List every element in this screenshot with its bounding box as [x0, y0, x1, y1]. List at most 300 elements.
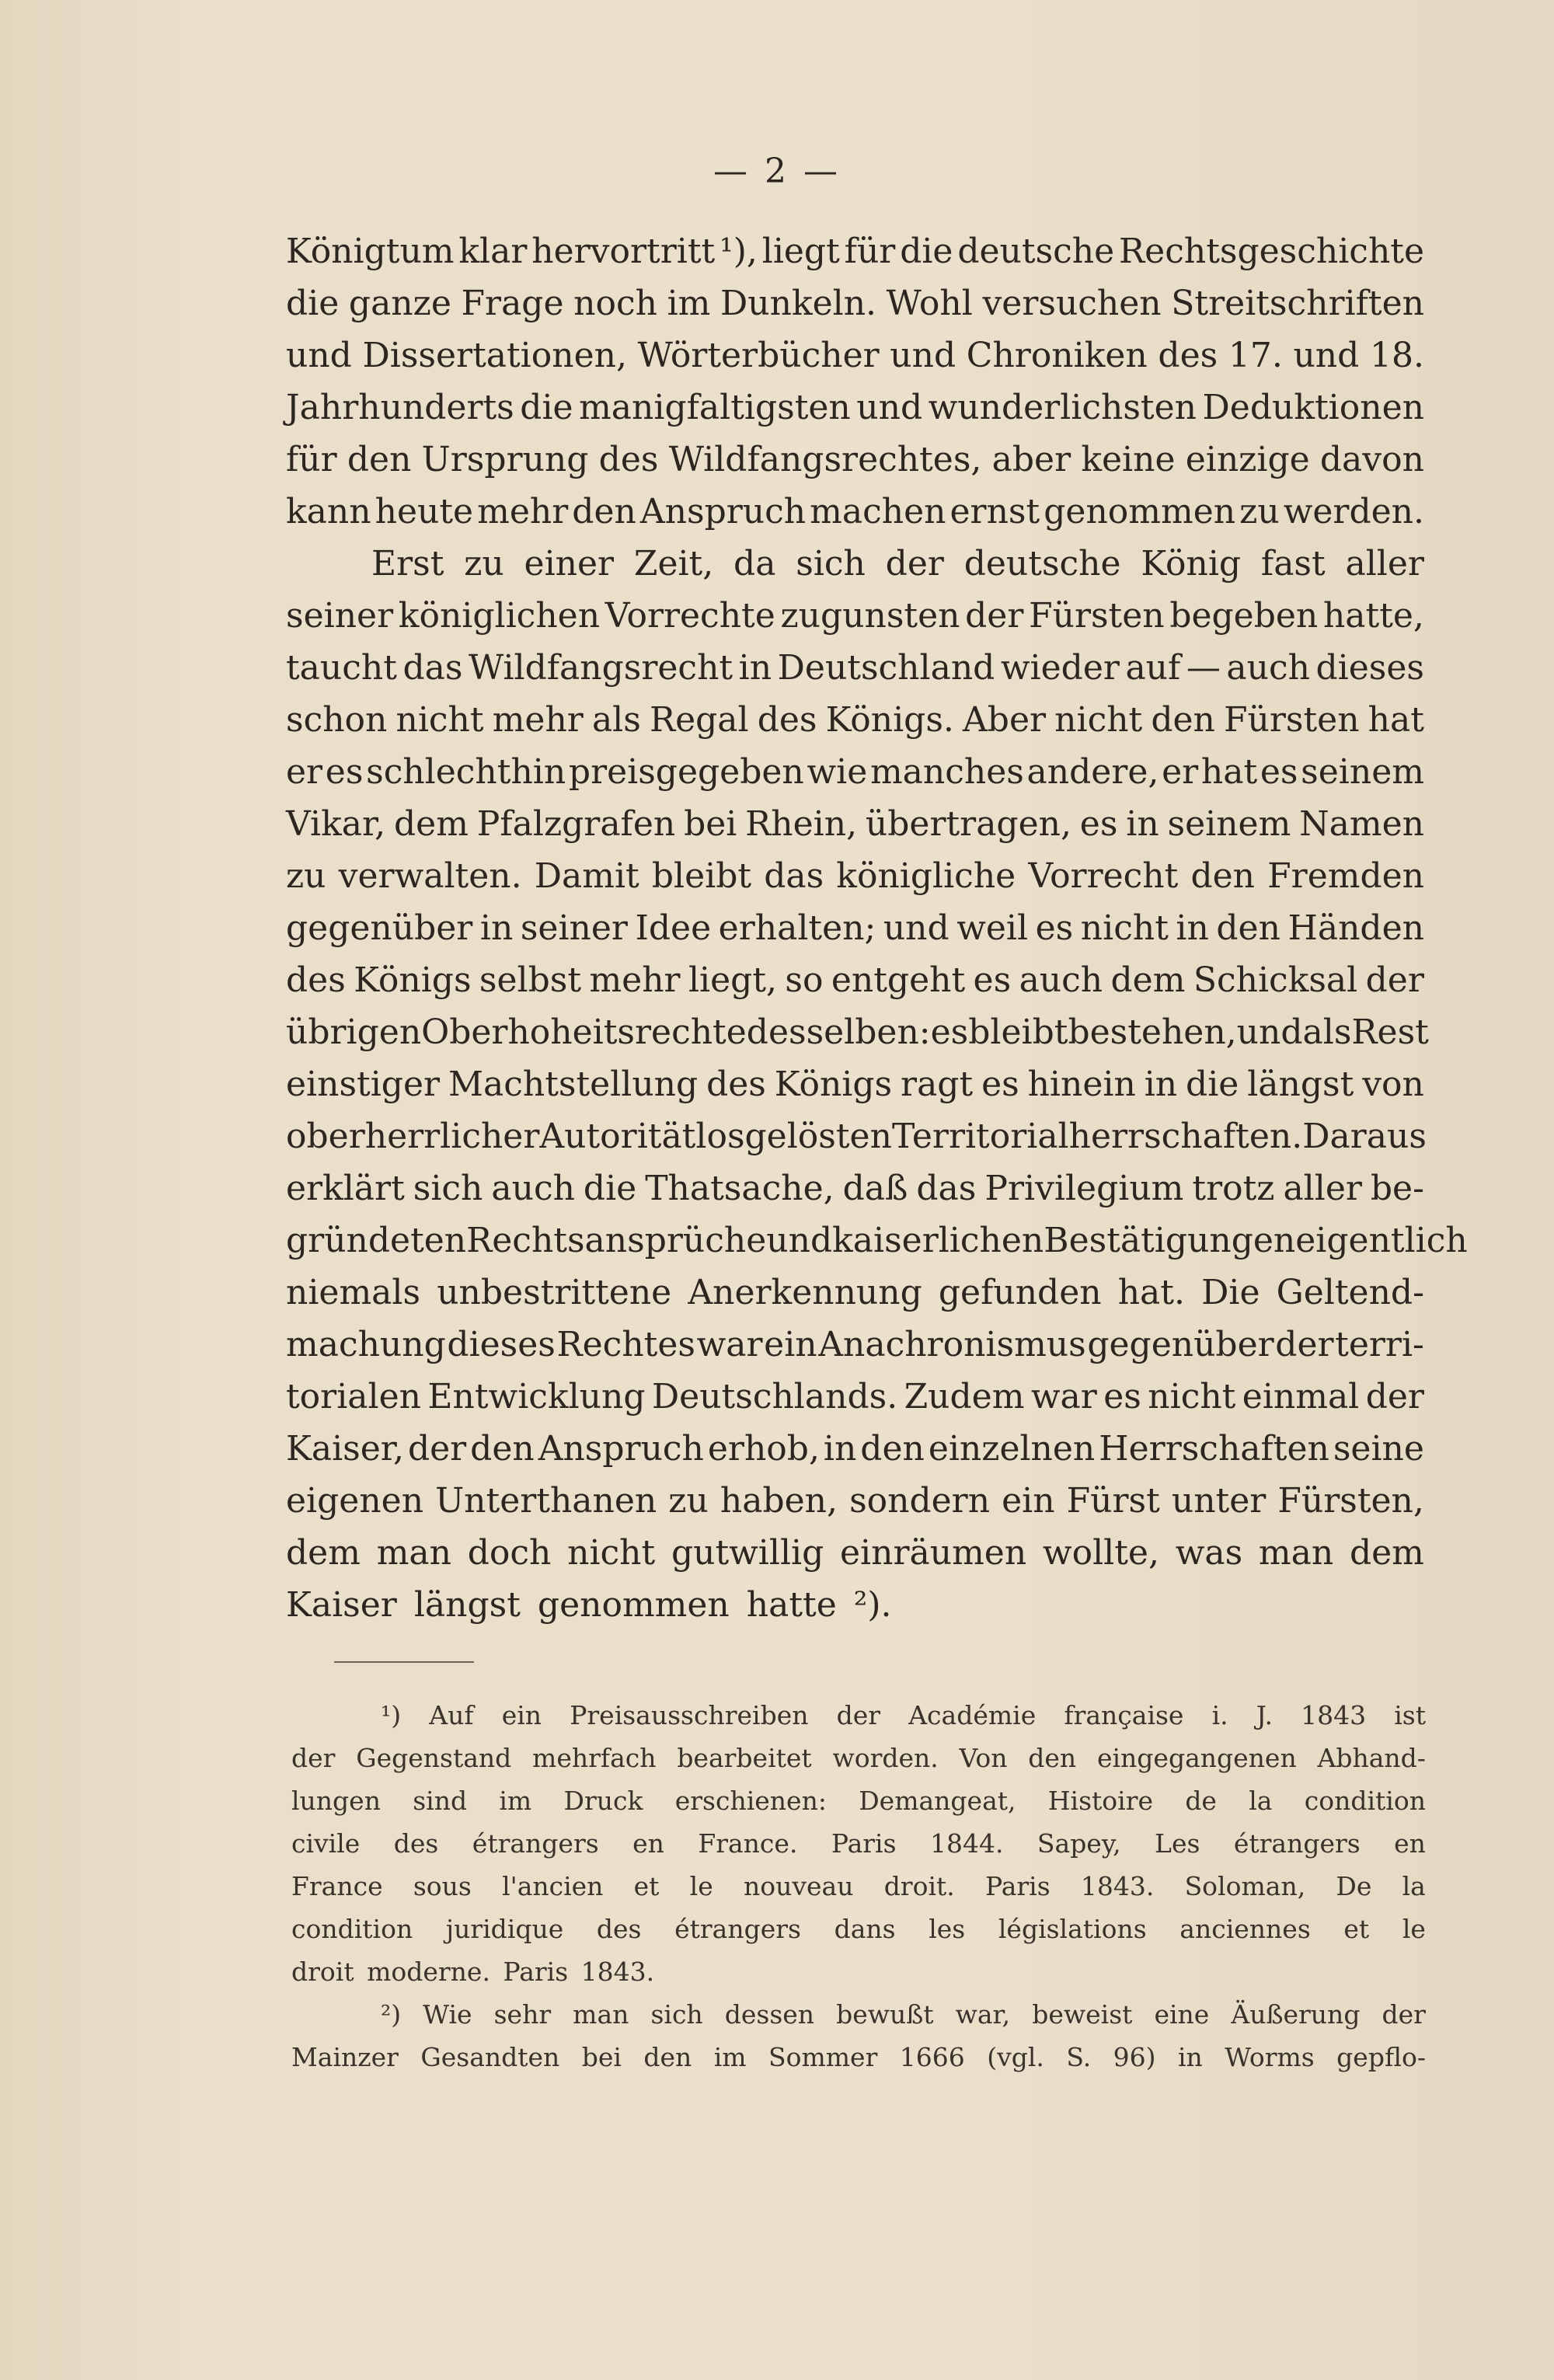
word: Damit [534, 856, 639, 896]
word: Les [1155, 1828, 1200, 1859]
word: heute [375, 492, 474, 531]
word: wunderlichsten [928, 388, 1197, 427]
text-line [286, 329, 1424, 382]
word: und [766, 1221, 833, 1260]
word: ein [1002, 1481, 1055, 1521]
word: Jahrhunderts [286, 388, 514, 427]
word: la [1402, 1871, 1426, 1901]
text-line [286, 746, 1424, 798]
word: einzelnen [928, 1429, 1096, 1469]
word: ein [764, 1325, 817, 1364]
word: daß [842, 1169, 908, 1208]
word: Dissertationen, [362, 336, 627, 375]
word: i. [1211, 1700, 1228, 1730]
word: war [696, 1325, 763, 1364]
page-number: — 2 — [713, 152, 841, 191]
word: droit [291, 1957, 354, 1987]
word: das [764, 856, 824, 896]
word: des [393, 1828, 439, 1859]
word: längst [1247, 1065, 1354, 1104]
word: zu [286, 856, 326, 896]
word: gründeten [286, 1221, 467, 1260]
text-line [286, 1475, 1424, 1527]
word: seiner [520, 908, 628, 948]
word: ²) [381, 1999, 402, 2030]
word: übrigen [286, 1012, 422, 1052]
word: ¹) [381, 1700, 402, 1730]
word: wieder [1000, 648, 1120, 688]
word: Anspruch [639, 492, 807, 531]
word: l'ancien [502, 1871, 604, 1901]
word: Zudem [904, 1377, 1025, 1417]
word: König [1141, 544, 1242, 584]
word: Äußerung [1231, 1999, 1361, 2030]
word: der [965, 596, 1024, 636]
word: das [402, 648, 463, 688]
word: worden. [832, 1743, 939, 1773]
word: mehr [477, 492, 569, 531]
word: Mainzer [291, 2042, 399, 2072]
word: und [1236, 1012, 1303, 1052]
word: davon [1319, 440, 1424, 479]
word: der [1382, 1999, 1426, 2030]
word: aller [1345, 544, 1424, 584]
word: 1843. [1080, 1871, 1155, 1901]
word: Auf [429, 1700, 474, 1730]
word: mehr [589, 960, 681, 1000]
word: Sapey, [1037, 1828, 1121, 1859]
word: den [643, 2042, 692, 2072]
word: des [757, 700, 817, 740]
word: in [738, 648, 772, 688]
word: auf [1125, 648, 1181, 688]
word: moderne. [367, 1957, 490, 1987]
word: Namen [1299, 804, 1424, 844]
word: sich [650, 1999, 703, 2030]
word: ¹), [720, 232, 758, 271]
word: werden. [1283, 492, 1424, 531]
word: eingegangenen [1096, 1743, 1297, 1773]
word: das [916, 1169, 977, 1208]
word: den [347, 440, 412, 479]
word: deutsche [963, 544, 1121, 584]
word: für [286, 440, 337, 479]
word: man [573, 1999, 629, 2030]
word: Deutschland [777, 648, 995, 688]
word: in [1144, 1065, 1178, 1104]
word: Anspruch [538, 1429, 704, 1469]
word: des [1158, 336, 1218, 375]
word: die [286, 284, 340, 323]
word: législations [998, 1914, 1147, 1944]
word: keine [1081, 440, 1176, 479]
word: Zeit, [633, 544, 714, 584]
word: zu [464, 544, 504, 584]
word: nouveau [743, 1871, 854, 1901]
word: selbst [479, 960, 582, 1000]
word: fast [1260, 544, 1326, 584]
word: Entwicklung [427, 1377, 646, 1417]
word: 1666 [899, 2042, 965, 2072]
word: nicht [395, 700, 484, 740]
text-line [286, 277, 1424, 329]
word: hatte, [1322, 596, 1424, 636]
word: in [1126, 804, 1159, 844]
word: hat [1368, 700, 1424, 740]
word: war, [955, 1999, 1011, 2030]
word: wie [807, 752, 868, 792]
word: seinem [1301, 752, 1424, 792]
word: seinem [1167, 804, 1291, 844]
word: zu [1239, 492, 1280, 531]
word: bei [684, 804, 737, 844]
word: niemals [286, 1273, 421, 1312]
text-line [286, 1527, 1424, 1579]
word: Fremden [1267, 856, 1424, 896]
word: einräumen [840, 1533, 1027, 1573]
word: Autorität [539, 1117, 696, 1156]
word: eigentlich [1295, 1221, 1468, 1260]
word: erhob, [707, 1429, 820, 1469]
word: civile [291, 1828, 361, 1859]
word: einmal [1242, 1377, 1360, 1417]
word: desselben: [746, 1012, 931, 1052]
word: aber [991, 440, 1071, 479]
word: juridique [445, 1914, 564, 1944]
word: der [836, 1700, 881, 1730]
word: Gesandten [420, 2042, 560, 2072]
text-line [286, 434, 1424, 486]
word: Daraus [1302, 1117, 1427, 1156]
word: Königs. [825, 700, 954, 740]
word: erhalten; [718, 908, 876, 948]
word: gutwillig [671, 1533, 824, 1573]
word: Königtum [286, 232, 455, 271]
word: was [1175, 1533, 1243, 1573]
text-line [286, 590, 1424, 642]
word: für [844, 232, 896, 271]
word: France. [698, 1828, 798, 1859]
text-line [286, 1579, 1424, 1631]
word: sehr [493, 1999, 552, 2030]
word: et [633, 1871, 660, 1901]
word: dieses [1315, 648, 1424, 688]
word: Paris [984, 1871, 1051, 1901]
word: seiner [286, 596, 394, 636]
word: nicht [1080, 908, 1169, 948]
word: Frage [461, 284, 564, 323]
word: den [572, 492, 636, 531]
word: condition [291, 1914, 413, 1944]
word: Fürst [1066, 1481, 1160, 1521]
text-line [286, 850, 1424, 902]
word: des [286, 960, 346, 1000]
word: dem [286, 1533, 361, 1573]
word: dessen [724, 1999, 815, 2030]
word: be- [1370, 1169, 1424, 1208]
word: et [1343, 1914, 1370, 1944]
word: la [1249, 1786, 1273, 1816]
word: Rechtsansprüche [466, 1221, 767, 1260]
word: gefunden [938, 1273, 1102, 1312]
word: den [1190, 856, 1255, 896]
word: deutsche [957, 232, 1115, 271]
word: Wildfangsrecht [469, 648, 733, 688]
word: Chroniken [966, 336, 1148, 375]
word: manches [869, 752, 1024, 792]
word: Von [959, 1743, 1008, 1773]
word: es [973, 960, 1012, 1000]
word: königliche [836, 856, 1016, 896]
word: Rechtsgeschichte [1119, 232, 1424, 271]
word: wollte, [1042, 1533, 1159, 1573]
word: königlichen [398, 596, 601, 636]
text-line [286, 1267, 1424, 1319]
word: Erst [371, 544, 444, 584]
word: genommen [1044, 492, 1236, 531]
word: erklärt [286, 1169, 405, 1208]
word: de [1185, 1786, 1217, 1816]
word: im [713, 2042, 747, 2072]
word: étrangers [674, 1914, 801, 1944]
word: und [1293, 336, 1360, 375]
word: auch [1226, 648, 1310, 688]
word: Paris [831, 1828, 897, 1859]
word: schon [286, 700, 388, 740]
word: 1843 [1301, 1700, 1367, 1730]
word: Deutschlands. [651, 1377, 898, 1417]
word: von [1362, 1065, 1424, 1104]
word: in [479, 908, 514, 948]
word: sich [796, 544, 866, 584]
word: mehrfach [532, 1743, 657, 1773]
word: Idee [635, 908, 712, 948]
text-line [286, 382, 1424, 434]
word: ²). [853, 1585, 892, 1625]
word: die [583, 1169, 637, 1208]
word: der [407, 1429, 467, 1469]
word: einstiger [286, 1065, 441, 1104]
word: den [1216, 908, 1280, 948]
word: in [1176, 908, 1209, 948]
word: Wildfangsrechtes, [668, 440, 982, 479]
word: ganze [348, 284, 451, 323]
word: Königs [354, 960, 472, 1000]
word: den [1028, 1743, 1077, 1773]
word: Paris [503, 1957, 569, 1987]
word: Königs [774, 1065, 893, 1104]
footnote-line [291, 2036, 1426, 2079]
word: Herrschaften [1099, 1429, 1329, 1469]
word: Wörterbücher [637, 336, 880, 375]
word: le [1402, 1914, 1426, 1944]
word: im [499, 1786, 532, 1816]
word: auch [491, 1169, 575, 1208]
word: Händen [1287, 908, 1424, 948]
word: manigfaltigsten [579, 388, 851, 427]
word: entgeht [831, 960, 966, 1000]
word: en [1394, 1828, 1426, 1859]
word: hat [1200, 752, 1258, 792]
word: auch [1019, 960, 1103, 1000]
word: Ursprung [421, 440, 589, 479]
word: gegenüber [286, 908, 473, 948]
text-line [286, 1423, 1424, 1475]
word: Machtstellung [448, 1065, 699, 1104]
word: versuchen [982, 284, 1162, 323]
word: der [291, 1743, 336, 1773]
word: hinein [1027, 1065, 1136, 1104]
word: dieses [447, 1325, 556, 1364]
word: 1843. [580, 1957, 655, 1987]
word: Rest [1351, 1012, 1429, 1052]
word: France [291, 1871, 383, 1901]
footnote-line [291, 1993, 1426, 2036]
word: den [470, 1429, 535, 1469]
word: die [900, 232, 953, 271]
word: Oberhoheitsrechte [421, 1012, 747, 1052]
word: dem [393, 804, 469, 844]
word: eine [1154, 1999, 1210, 2030]
word: condition [1304, 1786, 1426, 1816]
word: Privilegium [984, 1169, 1184, 1208]
word: le [689, 1871, 713, 1901]
word: Soloman, [1184, 1871, 1306, 1901]
word: es [1103, 1377, 1141, 1417]
text-line [286, 902, 1424, 954]
footnote-line [291, 1822, 1426, 1865]
word: Rhein, [745, 804, 858, 844]
word: und [883, 908, 949, 948]
word: in [1177, 2042, 1203, 2072]
word: er [286, 752, 323, 792]
word: Wie [423, 1999, 472, 2030]
footnote-line [291, 1694, 1426, 1737]
word: und [890, 336, 956, 375]
word: étrangers [472, 1828, 599, 1859]
word: Regal [649, 700, 749, 740]
text-line [286, 538, 1424, 590]
word: De [1336, 1871, 1372, 1901]
word: war [1030, 1377, 1097, 1417]
word: dem [1349, 1533, 1424, 1573]
body-text [286, 225, 1468, 1631]
word: und [286, 336, 352, 375]
word: taucht [286, 648, 397, 688]
word: als [1302, 1012, 1352, 1052]
word: die [1186, 1065, 1239, 1104]
word: machung [286, 1325, 446, 1364]
word: unter [1171, 1481, 1267, 1521]
word: Sommer [768, 2042, 878, 2072]
word: hervortritt [531, 232, 716, 271]
word: liegt [761, 232, 840, 271]
word: kann [286, 492, 371, 531]
word: mehr [492, 700, 584, 740]
word: beweist [1032, 1999, 1133, 2030]
word: gegenüber [1087, 1325, 1274, 1364]
word: étrangers [1233, 1828, 1361, 1859]
word: noch [573, 284, 657, 323]
text-line [286, 1371, 1424, 1423]
word: preisgegeben [568, 752, 804, 792]
word: unbestrittene [437, 1273, 672, 1312]
word: Streitschriften [1171, 284, 1424, 323]
word: Vorrechte [605, 596, 775, 636]
word: Fürsten [1224, 700, 1360, 740]
word: Wohl [886, 284, 973, 323]
word: (vgl. [987, 2042, 1044, 2072]
word: andere, [1026, 752, 1159, 792]
word: Deduktionen [1202, 388, 1424, 427]
word: man [1258, 1533, 1334, 1573]
word: bleibt [651, 856, 752, 896]
word: Kaiser, [286, 1429, 404, 1469]
word: bleibt [968, 1012, 1068, 1052]
word: Anachronismus [818, 1325, 1086, 1364]
text-line [286, 798, 1424, 850]
word: im [667, 284, 711, 323]
text-line [286, 1214, 1468, 1267]
word: ragt [901, 1065, 974, 1104]
word: torialen [286, 1377, 421, 1417]
word: droit. [883, 1871, 955, 1901]
word: Geltend- [1276, 1273, 1424, 1312]
word: der [885, 544, 944, 584]
word: bearbeitet [677, 1743, 812, 1773]
footnote-line [291, 1779, 1426, 1822]
word: J. [1256, 1700, 1273, 1730]
word: er [1162, 752, 1199, 792]
word: weil [956, 908, 1029, 948]
word: Gegenstand [356, 1743, 512, 1773]
word: ein [501, 1700, 542, 1730]
word: Rechtes [556, 1325, 695, 1364]
word: genommen [537, 1585, 730, 1625]
word: Kaiser [286, 1585, 397, 1625]
word: aller [1283, 1169, 1362, 1208]
word: sich [413, 1169, 483, 1208]
word: ist [1394, 1700, 1426, 1730]
word: sondern [849, 1481, 991, 1521]
word: Vorrecht [1028, 856, 1179, 896]
word: machen [810, 492, 946, 531]
word: terri- [1335, 1325, 1424, 1364]
word: liegt, [688, 960, 777, 1000]
word: erschienen: [674, 1786, 827, 1816]
word: man [376, 1533, 451, 1573]
word: Unterthanen [435, 1481, 657, 1521]
word: kaiserlichen [832, 1221, 1044, 1260]
word: so [785, 960, 824, 1000]
word: oberherrlicher [286, 1117, 540, 1156]
word: als [591, 700, 641, 740]
word: 1844. [929, 1828, 1004, 1859]
word: bestehen, [1068, 1012, 1237, 1052]
word: es [1260, 752, 1298, 792]
text-line [286, 954, 1424, 1006]
footnote-line [291, 1908, 1426, 1950]
word: nicht [1054, 700, 1143, 740]
word: zu [668, 1481, 709, 1521]
word: einer [524, 544, 615, 584]
word: da [733, 544, 776, 584]
word: S. [1066, 2042, 1092, 2072]
word: nicht [1148, 1377, 1236, 1417]
footnotes [291, 1694, 1426, 2079]
word: Histoire [1047, 1786, 1154, 1816]
word: 96) [1113, 2042, 1156, 2072]
